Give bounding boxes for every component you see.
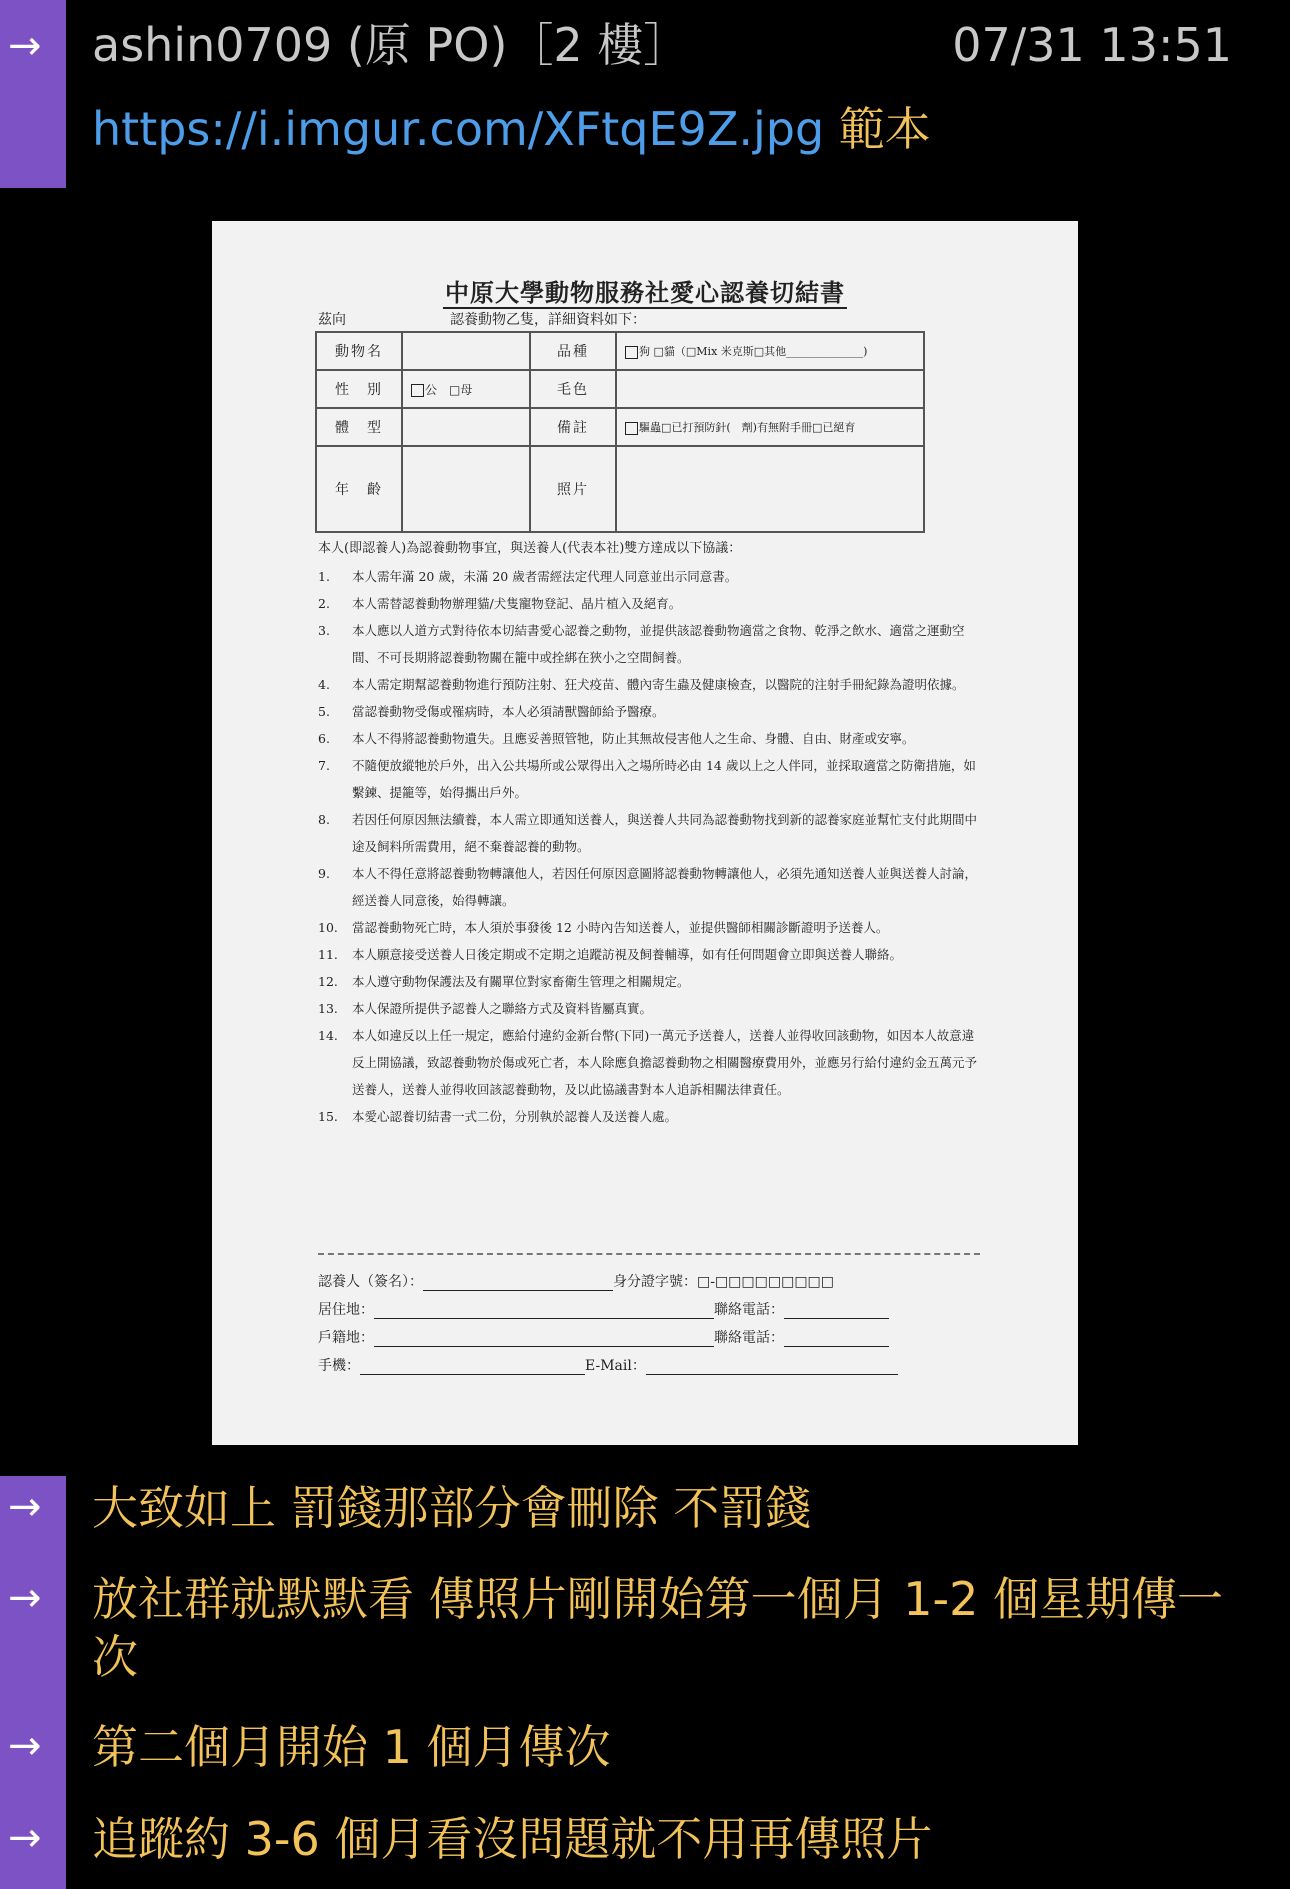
push-text: 大致如上 罰錢那部分會刪除 不罰錢 — [92, 1481, 812, 1535]
doc-intro-left: 茲向 — [318, 312, 346, 328]
term-item: 5. 當認養動物受傷或罹病時，本人必須請獸醫師給予醫療。 — [318, 704, 665, 719]
term-item: 11. 本人願意接受送養人日後定期或不定期之追蹤訪視及飼養輔導，如有任何問題會立即與送養人聯絡。 — [318, 947, 903, 962]
term-item: 7. 不隨便放縱牠於戶外，出入公共場所或公眾得出入之場所時必由 14 歲以上之人伴同，並採取適當之防衛措施，如繫鍊、提籠等，始得攜出戶外。 — [318, 758, 976, 800]
arrow-icon: → — [8, 23, 42, 69]
sex-options: 公 □母 — [402, 370, 530, 408]
term-item: 3. 本人應以人道方式對待依本切結書愛心認養之動物，並提供該認養動物適當之食物、乾淨之飲水、適當之運動空間、不可長期將認養動物關在籠中或拴綁在狹小之空間飼養。 — [318, 623, 965, 665]
document-image[interactable] — [212, 221, 1078, 1445]
link-note: 範本 — [838, 102, 931, 156]
push-text: 追蹤約 3-6 個月看沒問題就不用再傳照片 — [92, 1812, 933, 1866]
signature-row-2: 居住地： 聯絡電話： — [318, 1299, 889, 1319]
arrow-icon: → — [8, 1723, 42, 1769]
push-text: 放社群就默默看 傳照片剛開始第一個月 1-2 個星期傳一次 — [92, 1572, 1223, 1684]
doc-title: 中原大學動物服務社愛心認養切結書 — [445, 278, 845, 307]
signature-row-4: 手機： E-Mail： — [318, 1355, 898, 1375]
term-item: 2. 本人需替認養動物辦理貓/犬隻寵物登記、晶片植入及絕育。 — [318, 596, 682, 611]
term-item: 14. 本人如違反以上任一規定，應給付違約金新台幣(下同)一萬元予送養人，送養人並得收回該動物，如因本人故意違反上開協議，致認養動物於傷或死亡者，本人除應負擔認養動物之相關醫療費用外，並應另行給付違約金五萬元予送養人，送養人並得收回該認養動物，及以此協議書對本人追訴相關法律責任。 — [318, 1028, 978, 1097]
label-size: 體 型 — [316, 408, 402, 446]
doc-intro: 認養動物乙隻，詳細資料如下： — [450, 312, 646, 328]
term-item: 8. 若因任何原因無法續養，本人需立即通知送養人，與送養人共同為認養動物找到新的認養家庭並幫忙支付此期間中途及飼料所需費用，絕不棄養認養的動物。 — [318, 812, 978, 854]
term-item: 9. 本人不得任意將認養動物轉讓他人，若因任何原因意圖將認養動物轉讓他人，必須先通知送養人並與送養人討論，經送養人同意後，始得轉讓。 — [318, 866, 978, 908]
label-sex: 性 別 — [316, 370, 402, 408]
post-author[interactable]: ashin0709 (原 PO)［2 樓］ — [92, 18, 690, 72]
label-photo: 照片 — [530, 446, 616, 532]
arrow-icon: → — [8, 1484, 42, 1530]
push-text: 第二個月開始 1 個月傳次 — [92, 1720, 611, 1774]
dashed-divider — [318, 1253, 980, 1255]
post-time: 07/31 13:51 — [952, 18, 1232, 72]
arrow-icon: → — [8, 1575, 42, 1621]
arrow-icon: → — [8, 1815, 42, 1861]
term-item: 12. 本人遵守動物保護法及有關單位對家畜衛生管理之相關規定。 — [318, 974, 690, 989]
term-item: 6. 本人不得將認養動物遺失。且應妥善照管牠，防止其無故侵害他人之生命、身體、自由、財產或安寧。 — [318, 731, 915, 746]
term-item: 13. 本人保證所提供予認養人之聯絡方式及資料皆屬真實。 — [318, 1001, 653, 1016]
terms-list — [318, 563, 980, 1130]
label-age: 年 齡 — [316, 446, 402, 532]
label-animal-name: 動物名 — [316, 332, 402, 370]
label-notes: 備註 — [530, 408, 616, 446]
signature-row-1: 認養人（簽名）： 身分證字號：□-□□□□□□□□□ — [318, 1274, 835, 1290]
label-fur: 毛色 — [530, 370, 616, 408]
breed-options: 狗 □貓（□Mix 米克斯□其他______________) — [616, 332, 924, 370]
term-item: 4. 本人需定期幫認養動物進行預防注射、狂犬疫苗、體內寄生蟲及健康檢查，以醫院的注射手冊紀錄為證明依據。 — [318, 677, 965, 692]
term-item: 1. 本人需年滿 20 歲，未滿 20 歲者需經法定代理人同意並出示同意書。 — [318, 569, 738, 584]
agreement-text: 本人(即認養人)為認養動物事宜，與送養人(代表本社)雙方達成以下協議： — [318, 541, 742, 556]
notes-options: 驅蟲□已打預防針( 劑)有無附手冊□已絕育 — [616, 408, 924, 446]
term-item: 15. 本愛心認養切結書一式二份，分別執於認養人及送養人處。 — [318, 1109, 678, 1124]
term-item: 10. 當認養動物死亡時，本人須於事發後 12 小時內告知送養人，並提供醫師相關診斷證明予送養人。 — [318, 920, 889, 935]
signature-row-3: 戶籍地： 聯絡電話： — [318, 1327, 889, 1347]
adoption-form-table — [315, 331, 925, 533]
image-link[interactable]: https://i.imgur.com/XFtqE9Z.jpg — [92, 102, 825, 156]
link-line — [92, 100, 931, 158]
label-breed: 品種 — [530, 332, 616, 370]
